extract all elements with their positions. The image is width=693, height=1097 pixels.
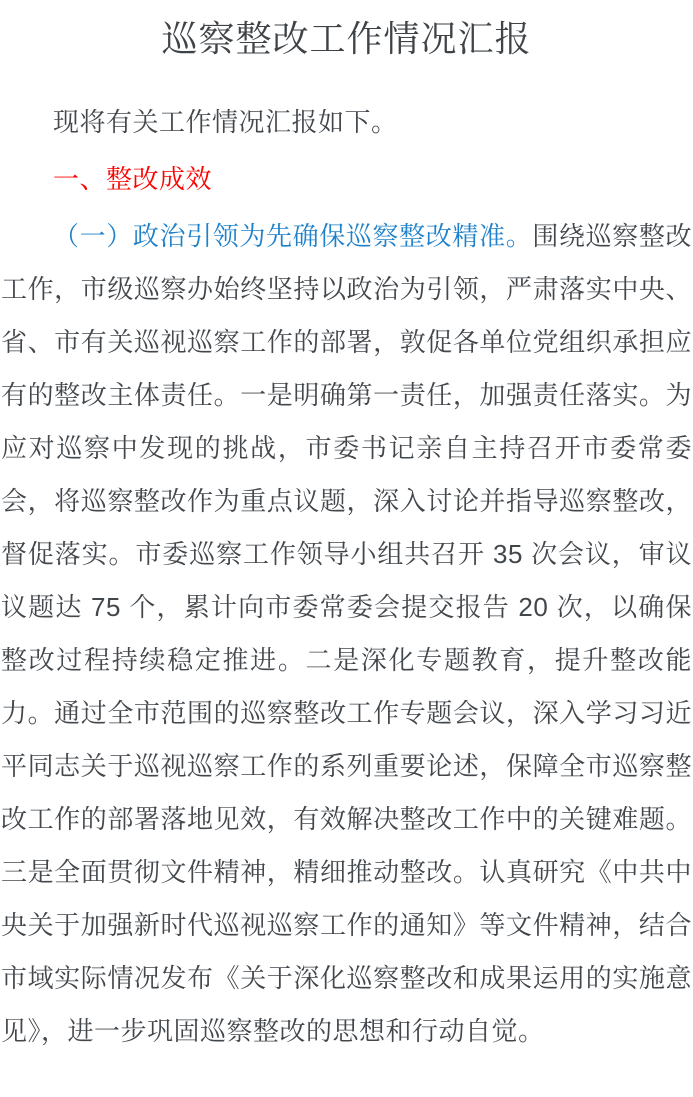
page-title: 巡察整改工作情况汇报 bbox=[161, 18, 532, 59]
body-text: 围绕巡察整改工作，市级巡察办始终坚持以政治为引领，严肃落实中央、省、市有关巡视巡察工作的部署，敦促各单位党组织承担应有的整改主体责任。一是明确第一责任，加强责任落实。为应对巡察中发现的挑战，市委书记亲自主持召开市委常委会，将巡察整改作为重点议题，深入讨论并指导巡察整改，督促落实。市委巡察工作领导小组共召开 35 次会议，审议议题达 75 个，累计向市委常委会提交报告 20 次，以确保整改过程持续稳定推进。二是深化专题教育，提升整改能力。通过全市范围的巡察整改工作专题会议，深入学习习近平同志关于巡视巡察工作的系列重要论述，保障全市巡察整改工作的部署落地见效，有效解决整改工作中的关键难题。三是全面贯彻文件精神，精细推动整改。认真研究《中共中央关于加强新时代巡视巡察工作的通知》等文件精神，结合市域实际情况发布《关于深化巡察整改和成果运用的实施意见》，进一步巩固巡察整改的思想和行动自觉。 bbox=[1, 221, 692, 1046]
report-document bbox=[1, 14, 692, 1058]
lead-sentence: （一）政治引领为先确保巡察整改精准。 bbox=[53, 221, 533, 251]
section-body-paragraph bbox=[1, 210, 692, 1058]
intro-paragraph: 现将有关工作情况汇报如下。 bbox=[53, 107, 398, 137]
section-heading: 一、整改成效 bbox=[53, 164, 213, 194]
